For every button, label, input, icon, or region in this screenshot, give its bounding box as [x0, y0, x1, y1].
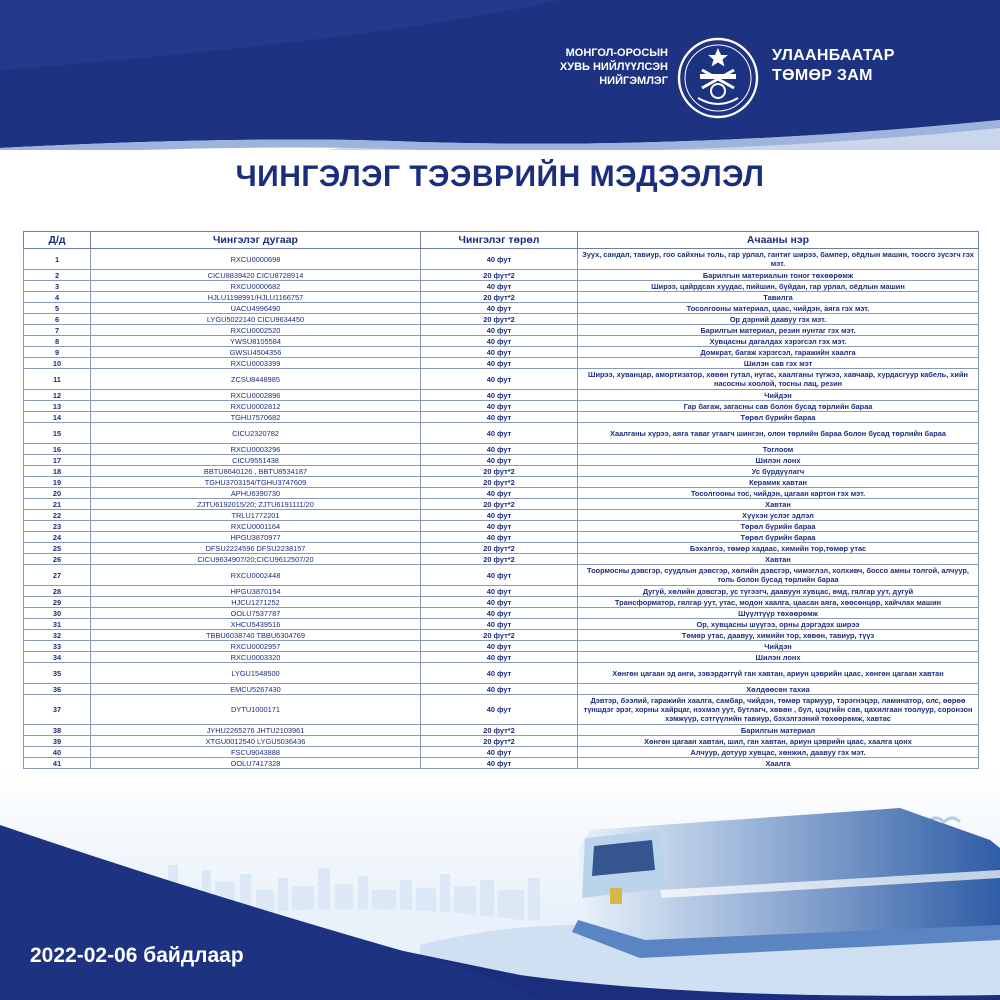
row-number: 11 [24, 369, 91, 390]
row-number: 1 [24, 249, 91, 270]
table-row [24, 303, 979, 314]
container-id: TRLU1772201 [91, 510, 421, 521]
cargo-name: Шилэн сав гэх мэт [578, 358, 979, 369]
cargo-name: Ор дэрний даавуу гэх мэт. [578, 314, 979, 325]
row-number: 21 [24, 499, 91, 510]
row-number: 31 [24, 619, 91, 630]
org-left-line-1: МОНГОЛ-ОРОСЫН [565, 47, 668, 59]
table-row [24, 336, 979, 347]
container-id: HJLU1198991/HJLU1166757 [91, 292, 421, 303]
container-type: 40 фут [421, 358, 578, 369]
container-type: 40 фут [421, 586, 578, 597]
container-type: 40 фут [421, 608, 578, 619]
cargo-name: Домкрат, багаж хэрэгсэл, гаражийн хаалга [578, 347, 979, 358]
container-type: 40 фут [421, 281, 578, 292]
table-row [24, 747, 979, 758]
cargo-name: Барилгын материал [578, 725, 979, 736]
table-row [24, 510, 979, 521]
container-type: 40 фут [421, 532, 578, 543]
container-id: RXCU0002957 [91, 641, 421, 652]
table-row [24, 758, 979, 769]
row-number: 28 [24, 586, 91, 597]
container-type: 40 фут [421, 684, 578, 695]
container-type: 20 фут*2 [421, 554, 578, 565]
container-type: 40 фут [421, 663, 578, 684]
cargo-name: Дэвтэр, бээлий, гаражийн хаалга, самбар, чийдэн, төмөр тармуур, тэрэгнэцэр, ламинатор, олс, өөрөө түншдэг эрэг, хорны хайрцаг, нэхмэл уут, бутлагч, хөвөн , бул, цэцгийн сав, цахилгаан тоолуур, соронзон хэмжүүр, сэтгүүлийн тавиур, бэхэлгээний төхөөрөмж, хавтас [578, 695, 979, 725]
table-row [24, 488, 979, 499]
container-id: BBTU8640126 , BBTU8534187 [91, 466, 421, 477]
container-id: GWSU4504356 [91, 347, 421, 358]
container-id: RXCU0002896 [91, 390, 421, 401]
container-id: ZJTU6192015/20; ZJTU6191111/20 [91, 499, 421, 510]
row-number: 13 [24, 401, 91, 412]
column-header-container-id: Чингэлэг дугаар [91, 232, 421, 249]
cargo-name: Хавтан [578, 499, 979, 510]
container-id: FSCU9043888 [91, 747, 421, 758]
container-id: UACU4996490 [91, 303, 421, 314]
container-id: RXCU0002520 [91, 325, 421, 336]
row-number: 26 [24, 554, 91, 565]
cargo-name: Тавилга [578, 292, 979, 303]
row-number: 36 [24, 684, 91, 695]
container-type: 40 фут [421, 758, 578, 769]
row-number: 29 [24, 597, 91, 608]
row-number: 41 [24, 758, 91, 769]
container-type: 40 фут [421, 521, 578, 532]
container-id: TGHU3703154/TGHU3747609 [91, 477, 421, 488]
table-row [24, 663, 979, 684]
container-type: 20 фут*2 [421, 499, 578, 510]
table-row [24, 477, 979, 488]
cargo-name: Төрөл бүрийн бараа [578, 412, 979, 423]
table-row [24, 249, 979, 270]
container-id: EMCU5267430 [91, 684, 421, 695]
cargo-name: Чийдэн [578, 390, 979, 401]
org-name-right [772, 46, 895, 86]
table-row [24, 554, 979, 565]
container-id: OOLU7417328 [91, 758, 421, 769]
table-row [24, 423, 979, 444]
container-id: XHCU5439516 [91, 619, 421, 630]
cargo-name: Гар багаж, загасны сав болон бусад төрлийн бараа [578, 401, 979, 412]
row-number: 32 [24, 630, 91, 641]
table-row [24, 641, 979, 652]
table-row [24, 532, 979, 543]
cargo-name: Төмөр утас, даавуу, химийн тор, хөвөн, тавиур, түүз [578, 630, 979, 641]
container-id: XTGU0012540 LYGU5036436 [91, 736, 421, 747]
table-row [24, 455, 979, 466]
container-id: YWSU8105584 [91, 336, 421, 347]
table-row [24, 619, 979, 630]
container-type: 40 фут [421, 325, 578, 336]
row-number: 10 [24, 358, 91, 369]
cargo-name: Дугуй, хөлийн дэвсгэр, ус түгээгч, даавуун хувцас, өмд, гялгар уут, дугуй [578, 586, 979, 597]
row-number: 33 [24, 641, 91, 652]
container-type: 20 фут*2 [421, 543, 578, 554]
container-type: 40 фут [421, 412, 578, 423]
container-id: RXCU0003320 [91, 652, 421, 663]
container-type: 20 фут*2 [421, 466, 578, 477]
table-row [24, 270, 979, 281]
container-type: 40 фут [421, 510, 578, 521]
cargo-name: Хаалга [578, 758, 979, 769]
column-header-number: Д/д [24, 232, 91, 249]
row-number: 15 [24, 423, 91, 444]
cargo-name: Бэхэлгээ, төмөр хадаас, химийн тор,төмөр утас [578, 543, 979, 554]
container-id: CICU2320782 [91, 423, 421, 444]
cargo-name: Зуух, сандал, тавиур, гоо сайхны толь, гар урлал, гантиг ширээ, бампер, оёдлын машин, тоосго зүсэгч гэх мэт. [578, 249, 979, 270]
container-id: ZCSU8448985 [91, 369, 421, 390]
row-number: 17 [24, 455, 91, 466]
cargo-name: Барилгын материал, резин нунтаг гэх мэт. [578, 325, 979, 336]
table-row [24, 401, 979, 412]
row-number: 27 [24, 565, 91, 586]
container-type: 20 фут*2 [421, 736, 578, 747]
org-name-left [536, 46, 668, 88]
table-header-row [24, 232, 979, 249]
org-right-line-2: ТӨМӨР ЗАМ [772, 67, 873, 84]
row-number: 3 [24, 281, 91, 292]
org-right-line-1: УЛААНБААТАР [772, 47, 895, 64]
container-id: JYHU2265276 JHTU2103961 [91, 725, 421, 736]
row-number: 30 [24, 608, 91, 619]
container-type: 40 фут [421, 641, 578, 652]
row-number: 12 [24, 390, 91, 401]
row-number: 14 [24, 412, 91, 423]
row-number: 5 [24, 303, 91, 314]
cargo-name: Ширээ, хуванцар, амортизатор, хөвөн гутал, нугас, хаалганы түгжээ, хавчаар, хурдасгуур кабель, хийн насосны хоолой, тосны лац, резин [578, 369, 979, 390]
org-left-line-2: ХУВЬ НИЙЛҮҮЛСЭН [559, 61, 668, 73]
cargo-name: Хаалганы хүрээ, аяга таваг угаагч шингэн, олон төрлийн бараа болон бусад төрлийн бараа [578, 423, 979, 444]
container-type: 40 фут [421, 488, 578, 499]
container-type: 20 фут*2 [421, 477, 578, 488]
row-number: 9 [24, 347, 91, 358]
row-number: 6 [24, 314, 91, 325]
container-type: 40 фут [421, 336, 578, 347]
container-type: 20 фут*2 [421, 314, 578, 325]
cargo-name: Төрөл бүрийн бараа [578, 521, 979, 532]
container-id: APHU6390730 [91, 488, 421, 499]
row-number: 20 [24, 488, 91, 499]
cargo-name: Тосолгооны материал, цаас, чийдэн, аяга гэх мэт. [578, 303, 979, 314]
row-number: 40 [24, 747, 91, 758]
table-row [24, 608, 979, 619]
cargo-name: Керамик хавтан [578, 477, 979, 488]
container-type: 20 фут*2 [421, 630, 578, 641]
container-id: OOLU7537787 [91, 608, 421, 619]
table-row [24, 390, 979, 401]
container-table-wrapper [23, 231, 978, 769]
table-row [24, 499, 979, 510]
cargo-name: Шилэн лонх [578, 652, 979, 663]
container-type: 40 фут [421, 401, 578, 412]
row-number: 2 [24, 270, 91, 281]
cargo-name: Ус бүрдүүлагч [578, 466, 979, 477]
container-id: HPGU3870154 [91, 586, 421, 597]
row-number: 16 [24, 444, 91, 455]
container-type: 40 фут [421, 652, 578, 663]
column-header-container-type: Чингэлэг төрөл [421, 232, 578, 249]
table-row [24, 358, 979, 369]
table-row [24, 543, 979, 554]
table-row [24, 369, 979, 390]
container-id: RXCU0002448 [91, 565, 421, 586]
container-type: 40 фут [421, 369, 578, 390]
table-row [24, 630, 979, 641]
row-number: 34 [24, 652, 91, 663]
container-type: 40 фут [421, 619, 578, 630]
container-type: 40 фут [421, 444, 578, 455]
row-number: 4 [24, 292, 91, 303]
container-id: TBBU6038740 TBBU6304769 [91, 630, 421, 641]
container-id: TGHU7570682 [91, 412, 421, 423]
container-id: RXCU0000682 [91, 281, 421, 292]
container-type: 20 фут*2 [421, 270, 578, 281]
table-row [24, 444, 979, 455]
container-id: RXCU0002812 [91, 401, 421, 412]
container-id: RXCU0003399 [91, 358, 421, 369]
railway-emblem-icon [676, 36, 760, 120]
table-row [24, 586, 979, 597]
cargo-name: Төрөл бүрийн бараа [578, 532, 979, 543]
cargo-name: Шилэн лонх [578, 455, 979, 466]
container-type: 40 фут [421, 455, 578, 466]
table-row [24, 466, 979, 477]
table-row [24, 736, 979, 747]
table-row [24, 652, 979, 663]
container-type: 20 фут*2 [421, 292, 578, 303]
table-row [24, 292, 979, 303]
container-id: RXCU0000698 [91, 249, 421, 270]
table-row [24, 325, 979, 336]
table-row [24, 412, 979, 423]
container-type: 40 фут [421, 249, 578, 270]
row-number: 19 [24, 477, 91, 488]
table-row [24, 725, 979, 736]
cargo-name: Хувцасны дагалдах хэрэгсэл гэх мэт. [578, 336, 979, 347]
row-number: 8 [24, 336, 91, 347]
container-type: 40 фут [421, 695, 578, 725]
row-number: 25 [24, 543, 91, 554]
cargo-name: Трансформатор, гялгар уут, утас, модон хаалга, цаасан аяга, хөөсөнцөр, хайчлах машин [578, 597, 979, 608]
cargo-name: Хүүхэн услэг эдлэл [578, 510, 979, 521]
table-row [24, 347, 979, 358]
cargo-name: Чийдэн [578, 641, 979, 652]
container-id: LYGU5022140 CICU9634450 [91, 314, 421, 325]
cargo-name: Хөнгөн цагаан эд анги, зэвэрдэггүй ган хавтан, ариун цэврийн цаас, хөнгөн цагаан хавтан [578, 663, 979, 684]
container-id: RXCU0003296 [91, 444, 421, 455]
container-type: 40 фут [421, 565, 578, 586]
cargo-name: Хавтан [578, 554, 979, 565]
cargo-name: Хөлдөөсөн тахиа [578, 684, 979, 695]
row-number: 35 [24, 663, 91, 684]
cargo-name: Алчуур, дотуур хувцас, хөнжил, даавуу гэх мэт. [578, 747, 979, 758]
cargo-name: Шүүлтүүр төхөөрөмж [578, 608, 979, 619]
column-header-cargo-name: Ачааны нэр [578, 232, 979, 249]
table-row [24, 565, 979, 586]
table-row [24, 521, 979, 532]
row-number: 22 [24, 510, 91, 521]
table-row [24, 695, 979, 725]
container-id: LYGU1548500 [91, 663, 421, 684]
container-id: DYTU1000171 [91, 695, 421, 725]
org-left-line-3: НИЙГЭМЛЭГ [599, 75, 668, 87]
cargo-name: Ширээ, цайрдсан хуудас, пийшин, бүйдан, гар урлал, оёдлын машин [578, 281, 979, 292]
table-row [24, 281, 979, 292]
container-id: RXCU0001164 [91, 521, 421, 532]
container-type: 40 фут [421, 390, 578, 401]
cargo-name: Тосолгооны тос, чийдэн, цагаан картон гэх мэт. [578, 488, 979, 499]
container-type: 40 фут [421, 347, 578, 358]
row-number: 24 [24, 532, 91, 543]
container-type: 40 фут [421, 423, 578, 444]
container-id: CICU8839420 CICU8728914 [91, 270, 421, 281]
cargo-name: Ор, хувцасны шүүгээ, орны дэргэдэх ширээ [578, 619, 979, 630]
row-number: 37 [24, 695, 91, 725]
container-type: 40 фут [421, 597, 578, 608]
cargo-name: Тоормосны дэвсгэр, суудлын дэвсгэр, хөлийн дэвсгэр, чимэглэл, холхивч, боссо амны толгой, алчуур, толь болон бусад төрлийн бараа [578, 565, 979, 586]
container-id: CICU9634907/20;CICU9612507/20 [91, 554, 421, 565]
container-id: DFSU2224596 DFSU2238157 [91, 543, 421, 554]
container-id: HJCU1271252 [91, 597, 421, 608]
container-table [23, 231, 979, 769]
container-type: 40 фут [421, 303, 578, 314]
container-id: CICU9551438 [91, 455, 421, 466]
table-row [24, 597, 979, 608]
table-row [24, 314, 979, 325]
row-number: 23 [24, 521, 91, 532]
cargo-name: Барилгын материалын тоног төхөөрөмж [578, 270, 979, 281]
container-type: 40 фут [421, 747, 578, 758]
page-title: ЧИНГЭЛЭГ ТЭЭВРИЙН МЭДЭЭЛЭЛ [235, 160, 765, 193]
cargo-name: Тоглоом [578, 444, 979, 455]
table-body [24, 249, 979, 769]
row-number: 7 [24, 325, 91, 336]
container-id: HPGU3870977 [91, 532, 421, 543]
cargo-name: Хөнгөн цагаан хавтан, шил, ган хавтан, ариун цэврийн цаас, хаалга цонх [578, 736, 979, 747]
table-row [24, 684, 979, 695]
data-date-label: 2022-02-06 байдлаар [30, 944, 244, 967]
row-number: 38 [24, 725, 91, 736]
row-number: 39 [24, 736, 91, 747]
container-type: 20 фут*2 [421, 725, 578, 736]
row-number: 18 [24, 466, 91, 477]
